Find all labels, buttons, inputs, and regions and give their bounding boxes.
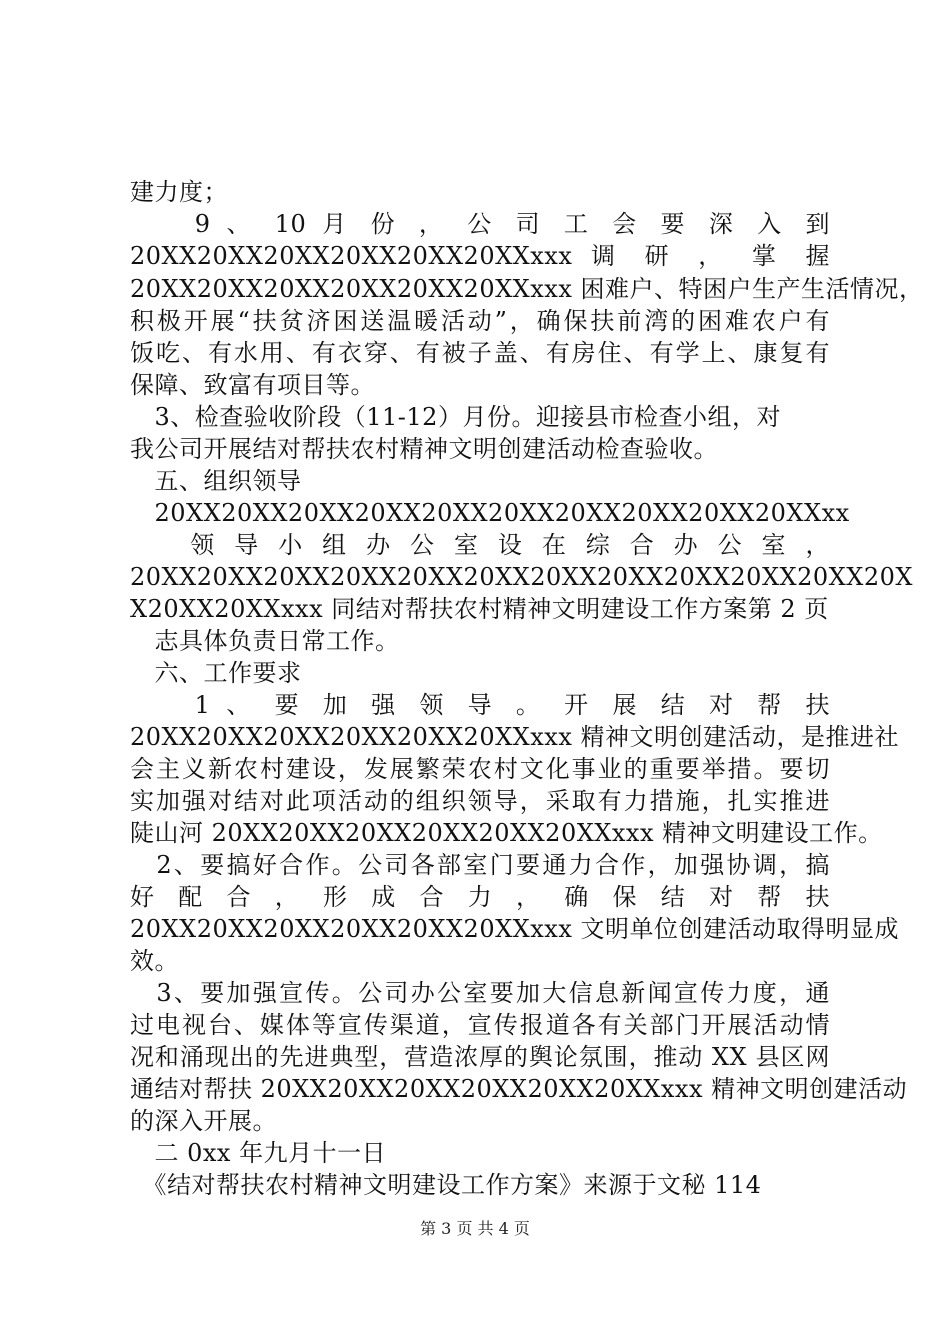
text-line: 的深入开展。 xyxy=(130,1107,277,1135)
text-line: 20XX20XX20XX20XX20XX20XXxxx 调 研 ， 掌 握 xyxy=(130,242,830,270)
text-line: 陡山河 20XX20XX20XX20XX20XX20XXxxx 精神文明建设工作。 xyxy=(130,819,883,847)
section-heading: 六、工作要求 xyxy=(130,659,302,687)
source-line: 《结对帮扶农村精神文明建设工作方案》来源于文秘 114 xyxy=(130,1171,762,1199)
section-heading: 五、组织领导 xyxy=(130,467,302,495)
date-line: 二 0xx 年九月十一日 xyxy=(130,1139,387,1167)
page-footer: 第 3 页 共 4 页 xyxy=(420,1219,530,1238)
text-line: 建力度； xyxy=(130,178,228,206)
text-line: 实加强对结对此项活动的组织领导，采取有力措施，扎实推进 xyxy=(130,787,830,815)
text-line: 领 导 小 组 办 公 室 设 在 综 合 办 公 室 ， xyxy=(130,531,830,559)
text-line: 效。 xyxy=(130,947,179,975)
text-line: 2、要搞好合作。公司各部室门要通力合作，加强协调，搞 xyxy=(130,851,830,879)
text-line: 饭吃、有水用、有衣穿、有被子盖、有房住、有学上、康复有 xyxy=(130,339,830,367)
text-line: 好 配 合 ， 形 成 合 力 ， 确 保 结 对 帮 扶 xyxy=(130,883,830,911)
text-line: 况和涌现出的先进典型，营造浓厚的舆论氛围，推动 XX 县区网 xyxy=(130,1043,830,1071)
text-line: 9 、 10 月 份 ， 公 司 工 会 要 深 入 到 xyxy=(130,210,830,238)
text-line: 保障、致富有项目等。 xyxy=(130,371,375,399)
text-line: 20XX20XX20XX20XX20XX20XX20XX20XX20XX20XX20XX20X xyxy=(130,563,913,591)
text-line: 20XX20XX20XX20XX20XX20XXxxx 精神文明创建活动，是推进社 xyxy=(130,723,899,751)
text-line: X20XX20XXxxx 同结对帮扶农村精神文明建设工作方案第 2 页 xyxy=(130,595,829,623)
text-line: 20XX20XX20XX20XX20XX20XX20XX20XX20XX20XXxx xyxy=(130,499,850,527)
text-line: 3、检查验收阶段（11-12）月份。迎接县市检查小组，对 xyxy=(130,403,781,431)
text-line: 20XX20XX20XX20XX20XX20XXxxx 文明单位创建活动取得明显成 xyxy=(130,915,899,943)
text-line: 通结对帮扶 20XX20XX20XX20XX20XX20XXxxx 精神文明创建活动 xyxy=(130,1075,908,1103)
text-line: 过电视台、媒体等宣传渠道，宣传报道各有关部门开展活动情 xyxy=(130,1011,830,1039)
text-line: 我公司开展结对帮扶农村精神文明创建活动检查验收。 xyxy=(130,435,718,463)
text-line: 会主义新农村建设，发展繁荣农村文化事业的重要举措。要切 xyxy=(130,755,830,783)
text-line: 20XX20XX20XX20XX20XX20XXxxx 困难户、特困户生产生活情况， xyxy=(130,275,924,303)
text-line: 志具体负责日常工作。 xyxy=(130,627,400,655)
text-line: 3、要加强宣传。公司办公室要加大信息新闻宣传力度，通 xyxy=(130,979,830,1007)
text-line: 积极开展“扶贫济困送温暖活动”，确保扶前湾的困难农户有 xyxy=(130,307,830,335)
text-line: 1 、 要 加 强 领 导 。 开 展 结 对 帮 扶 xyxy=(130,691,830,719)
